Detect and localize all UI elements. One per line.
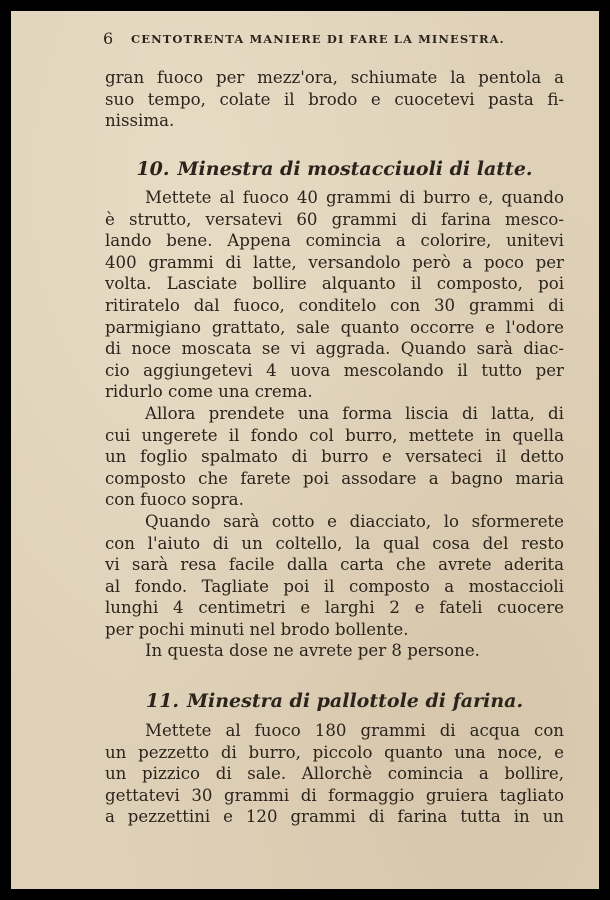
text-line: Mettete al fuoco 180 grammi di acqua con (145, 721, 564, 740)
text-line: suo tempo, colate il brodo e cuocetevi pasta fi- (105, 89, 564, 109)
text-line: cio aggiungetevi 4 uova mescolando il tutto per (105, 360, 564, 380)
text-line: lunghi 4 centimetri e larghi 2 e fateli cuocere (105, 598, 564, 618)
text-line: In questa dose ne avrete per 8 persone. (145, 641, 480, 661)
text-line: nissima. (105, 111, 175, 131)
recipe-11-title: Minestra di pallottole di farina. (186, 690, 524, 712)
text-line: gran fuoco per mezz'ora, schiumate la pentola a (105, 68, 564, 87)
text-line: di noce moscata se vi aggrada. Quando sarà diac- (105, 339, 564, 359)
text-line: Allora prendete una forma liscia di latta, di (145, 403, 564, 423)
text-line: un pizzico di sale. Allorchè comincia a bollire, (105, 764, 564, 784)
text-line: volta. Lasciate bollire alquanto il composto, poi (105, 274, 564, 294)
recipe-11-body (105, 720, 564, 828)
text-line: vi sarà resa facile dalla carta che avrete aderita (105, 555, 564, 575)
text-line: è strutto, versatevi 60 grammi di farina mesco- (105, 209, 564, 229)
text-line: al fondo. Tagliate poi il composto a mostaccioli (105, 576, 564, 596)
text-line: cui ungerete il fondo col burro, mettete in quella (105, 425, 564, 445)
text-line: a pezzettini e 120 grammi di farina tutta in un (105, 807, 564, 827)
text-line: Quando sarà cotto e diacciato, lo sformerete (145, 511, 564, 531)
recipe-11-heading (105, 689, 564, 713)
page-number: 6 (103, 29, 114, 48)
intro-paragraph (105, 67, 564, 132)
text-line: lando bene. Appena comincia a colorire, unitevi (105, 231, 564, 251)
book-page (11, 11, 599, 889)
text-line: Mettete al fuoco 40 grammi di burro e, quando (145, 188, 564, 207)
text-line: con fuoco sopra. (105, 490, 244, 510)
text-line: un pezzetto di burro, piccolo quanto una noce, e (105, 742, 564, 762)
text-line: per pochi minuti nel brodo bollente. (105, 619, 409, 639)
page-header (103, 31, 563, 53)
recipe-11-number: 11. (145, 690, 179, 712)
text-line: composto che farete poi assodare a bagno maria (105, 468, 564, 488)
recipe-10-title: Minestra di mostacciuoli di latte. (177, 158, 533, 180)
text-line: un foglio spalmato di burro e versateci il detto (105, 447, 564, 467)
text-line: gettatevi 30 grammi di formaggio gruiera tagliato (105, 785, 564, 805)
text-line: 400 grammi di latte, versandolo però a poco per (105, 252, 564, 272)
recipe-10-body (105, 187, 564, 662)
text-line: ritiratelo dal fuoco, conditelo con 30 grammi di (105, 295, 564, 315)
running-title: CENTOTRENTA MANIERE DI FARE LA MINESTRA. (131, 32, 505, 46)
text-line: parmigiano grattato, sale quanto occorre e l'odore (105, 317, 564, 337)
text-line: ridurlo come una crema. (105, 382, 313, 402)
recipe-10-number: 10. (136, 158, 170, 180)
recipe-10-heading (105, 157, 564, 181)
text-line: con l'aiuto di un coltello, la qual cosa del resto (105, 533, 564, 553)
